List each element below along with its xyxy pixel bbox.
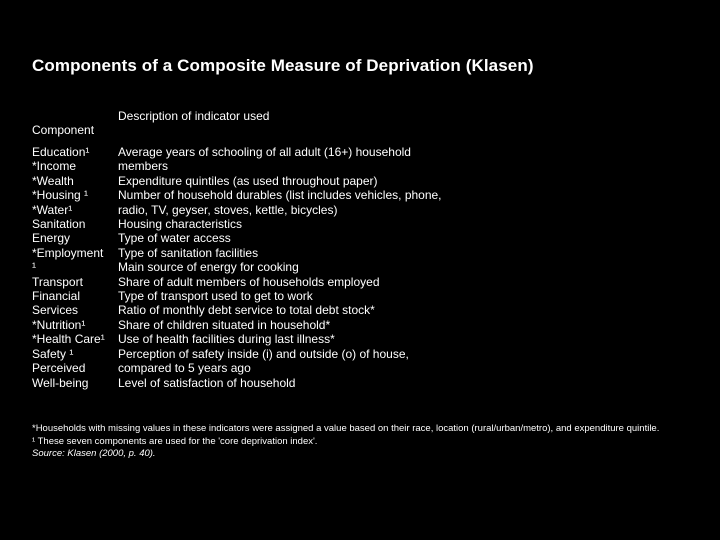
description-line: Ratio of monthly debt service to total debt stock*: [118, 303, 375, 318]
component-line: Services: [32, 303, 79, 318]
description-line: members: [118, 159, 169, 174]
component-line: ¹: [32, 260, 36, 275]
component-line: Perceived: [32, 361, 86, 376]
description-line: Average years of schooling of all adult (16+) household: [118, 145, 411, 159]
component-line: Well-being: [32, 375, 89, 390]
component-line: Transport: [32, 274, 83, 289]
component-line: *Health Care¹: [32, 332, 105, 347]
component-line: Safety ¹: [32, 346, 74, 361]
component-line: Education¹: [32, 145, 90, 159]
component-line: Sanitation: [32, 217, 86, 232]
description-line: Housing characteristics: [118, 217, 243, 232]
description-column-header: Description of indicator used: [118, 109, 270, 123]
component-line: *Employment: [32, 245, 104, 260]
description-line: Main source of energy for cooking: [118, 260, 299, 275]
description-line: Share of children situated in household*: [118, 317, 331, 332]
description-line: compared to 5 years ago: [118, 361, 251, 376]
description-line: Share of adult members of households employed: [118, 274, 380, 289]
component-line: *Nutrition¹: [32, 317, 86, 332]
description-line: Level of satisfaction of household: [118, 375, 296, 390]
slide-title: Components of a Composite Measure of Deprivation (Klasen): [32, 56, 534, 75]
description-line: Type of water access: [118, 231, 231, 246]
description-line: Perception of safety inside (i) and outside (o) of house,: [118, 346, 409, 361]
component-line: Financial: [32, 289, 81, 304]
description-line: Use of health facilities during last illness*: [118, 332, 335, 347]
component-column: [32, 145, 116, 390]
description-line: Type of transport used to get to work: [118, 289, 313, 304]
description-line: Expenditure quintiles (as used throughout paper): [118, 173, 378, 188]
component-line: *Housing ¹: [32, 188, 89, 203]
description-column: [118, 145, 458, 390]
footnote-core-index: ¹ These seven components are used for the 'core deprivation index'.: [32, 435, 318, 447]
component-line: *Wealth: [32, 173, 74, 188]
footnote-missing-values: *Households with missing values in these indicators were assigned a value based on their race, location (rural/urban/metro), and expenditure quintile.: [32, 423, 660, 434]
footnotes: [32, 423, 659, 461]
source-citation: Source: Klasen (2000, p. 40).: [32, 448, 156, 460]
component-line: Energy: [32, 231, 71, 246]
component-line: *Water¹: [32, 202, 73, 217]
description-line: Number of household durables (list includes vehicles, phone,: [118, 188, 442, 203]
component-column-header: Component: [32, 123, 95, 137]
description-line: Type of sanitation facilities: [118, 245, 259, 260]
description-line: radio, TV, geyser, stoves, kettle, bicycles): [118, 202, 338, 217]
component-line: *Income: [32, 159, 77, 174]
